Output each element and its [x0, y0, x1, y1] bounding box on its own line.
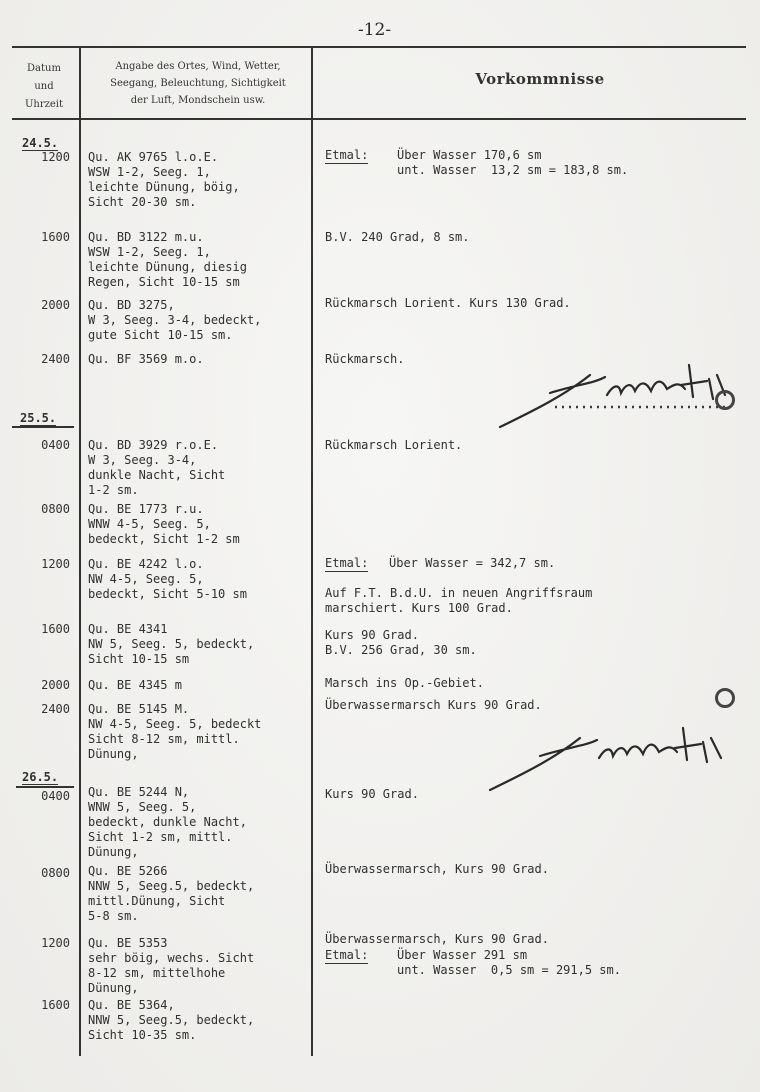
- entry-event: Kurs 90 Grad. B.V. 256 Grad, 30 sm.: [325, 628, 477, 657]
- punch-hole-icon: [715, 688, 735, 708]
- entry-position: Qu. BE 4242 l.o. NW 4-5, Seeg. 5, bedeckt, Sicht 5-10 sm: [88, 557, 247, 601]
- col-divider-1: [79, 48, 81, 1056]
- header-date-time: [14, 60, 74, 114]
- entry-time: 2400: [41, 352, 70, 366]
- entry-time: 2400: [41, 702, 70, 716]
- header-loc-line3: der Luft, Mondschein usw.: [130, 95, 266, 106]
- entry-event-note: Auf F.T. B.d.U. in neuen Angriffsraum marschiert. Kurs 100 Grad.: [325, 586, 593, 615]
- entry-time: 0800: [41, 502, 70, 516]
- entry-time: 1200: [41, 150, 70, 164]
- entry-position: Qu. BD 3122 m.u. WSW 1-2, Seeg. 1, leichte Dünung, diesig Regen, Sicht 10-15 sm: [88, 230, 247, 289]
- col-divider-2: [311, 48, 313, 1056]
- date-25: 25.5.: [20, 411, 57, 425]
- entry-time: 1600: [41, 622, 70, 636]
- etmal-label: Etmal:: [325, 148, 369, 162]
- entry-time: 0400: [41, 438, 70, 452]
- entry-event-etmal: Über Wasser 291 sm unt. Wasser 0,5 sm = 291,5 sm.: [397, 948, 621, 977]
- header-date-line1: Datum: [27, 63, 61, 74]
- entry-position: Qu. BD 3929 r.o.E. W 3, Seeg. 3-4, dunkle Nacht, Sicht 1-2 sm.: [88, 438, 226, 497]
- signature-icon: [485, 718, 735, 798]
- entry-event: Rückmarsch.: [325, 352, 405, 366]
- entry-event: Überwassermarsch, Kurs 90 Grad.: [325, 862, 549, 876]
- header-date-line2: und: [34, 81, 54, 92]
- entry-event: Rückmarsch Lorient.: [325, 438, 463, 452]
- etmal-label: Etmal:: [325, 948, 369, 962]
- entry-position: Qu. BE 4341 NW 5, Seeg. 5, bedeckt, Sicht 10-15 sm: [88, 622, 255, 666]
- date-24: 24.5.: [22, 136, 59, 150]
- header-rule: [12, 118, 746, 120]
- header-date-line3: Uhrzeit: [24, 99, 64, 110]
- entry-time: 0400: [41, 789, 70, 803]
- entry-event: Kurs 90 Grad.: [325, 787, 419, 801]
- entry-position: Qu. BE 5266 NNW 5, Seeg.5, bedeckt, mittl.Dünung, Sicht 5-8 sm.: [88, 864, 255, 923]
- signature-icon: [495, 355, 740, 435]
- entry-event: Marsch ins Op.-Gebiet.: [325, 676, 484, 690]
- entry-event: Rückmarsch Lorient. Kurs 130 Grad.: [325, 296, 571, 310]
- entry-time: 2000: [41, 678, 70, 692]
- entry-position: Qu. AK 9765 l.o.E. WSW 1-2, Seeg. 1, leichte Dünung, böig, Sicht 20-30 sm.: [88, 150, 240, 209]
- entry-event: Über Wasser 170,6 sm unt. Wasser 13,2 sm = 183,8 sm.: [397, 148, 629, 177]
- entry-time: 2000: [41, 298, 70, 312]
- etmal-label: Etmal:: [325, 556, 369, 570]
- punch-hole-icon: [715, 390, 735, 410]
- entry-position: Qu. BE 4345 m: [88, 678, 182, 692]
- header-loc-line2: Seegang, Beleuchtung, Sichtigkeit: [110, 78, 286, 89]
- entry-time: 0800: [41, 866, 70, 880]
- date-26: 26.5.: [22, 770, 59, 784]
- entry-position: Qu. BE 1773 r.u. WNW 4-5, Seeg. 5, bedeckt, Sicht 1-2 sm: [88, 502, 240, 546]
- top-rule: [12, 46, 746, 48]
- entry-event: Überwassermarsch, Kurs 90 Grad.: [325, 932, 549, 946]
- entry-position: Qu. BE 5364, NNW 5, Seeg.5, bedeckt, Sicht 10-35 sm.: [88, 998, 255, 1042]
- header-loc-line1: Angabe des Ortes, Wind, Wetter,: [115, 61, 281, 72]
- entry-position: Qu. BE 5145 M. NW 4-5, Seeg. 5, bedeckt Sicht 8-12 sm, mittl. Dünung,: [88, 702, 262, 761]
- header-events: Vorkommnisse: [475, 70, 605, 88]
- entry-position: Qu. BE 5244 N, WNW 5, Seeg. 5, bedeckt, dunkle Nacht, Sicht 1-2 sm, mittl. Dünung,: [88, 785, 247, 859]
- entry-position: Qu. BD 3275, W 3, Seeg. 3-4, bedeckt, gute Sicht 10-15 sm.: [88, 298, 262, 342]
- page-number: -12-: [358, 20, 392, 40]
- entry-time: 1200: [41, 557, 70, 571]
- entry-event: B.V. 240 Grad, 8 sm.: [325, 230, 470, 244]
- entry-event: Über Wasser = 342,7 sm.: [389, 556, 556, 570]
- date-25-rule: [12, 426, 74, 428]
- entry-time: 1600: [41, 998, 70, 1012]
- entry-position: Qu. BF 3569 m.o.: [88, 352, 204, 366]
- date-26-rule: [16, 786, 74, 788]
- entry-position: Qu. BE 5353 sehr böig, wechs. Sicht 8-12 sm, mittelhohe Dünung,: [88, 936, 255, 995]
- header-location-weather: [84, 58, 312, 109]
- entry-time: 1600: [41, 230, 70, 244]
- entry-event: Überwassermarsch Kurs 90 Grad.: [325, 698, 542, 712]
- entry-time: 1200: [41, 936, 70, 950]
